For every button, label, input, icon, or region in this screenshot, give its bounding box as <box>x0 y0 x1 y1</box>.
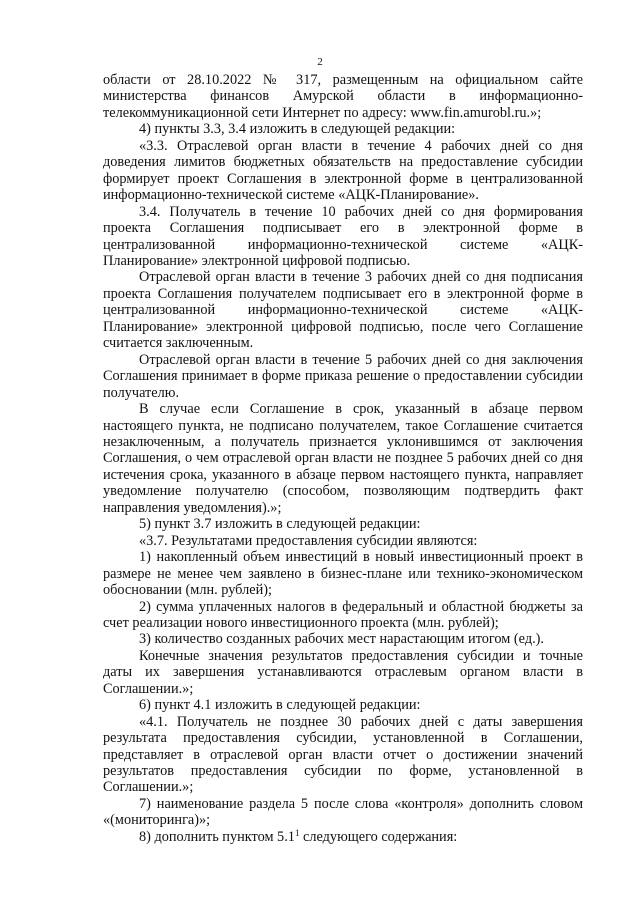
paragraph-8: 5) пункт 3.7 изложить в следующей редакции: <box>139 516 421 533</box>
paragraph-17 <box>103 829 583 845</box>
paragraph-17-text: 8) дополнить пунктом 5.1 <box>139 828 295 845</box>
paragraph-3: «3.3. Отраслевой орган власти в течение 4 рабочих дней со дня доведения лимитов бюджетных обязательств на предоставление субсидии формирует проект Соглашения в электронной форме в централизованной информационно-технической системе «АЦК-Планирование». <box>103 137 583 204</box>
paragraph-12: 3) количество созданных рабочих мест нарастающим итогом (ед.). <box>139 631 545 648</box>
paragraph-11: 2) сумма уплаченных налогов в федеральный и областной бюджеты за счет реализации нового инвестиционного проекта (млн. рублей); <box>103 598 583 631</box>
document-body <box>103 72 583 845</box>
paragraph-10: 1) накопленный объем инвестиций в новый инвестиционный проект в размере не менее чем заявлено в бизнес-плане или технико-экономическом обосновании (млн. рублей); <box>103 549 583 599</box>
paragraph-14: 6) пункт 4.1 изложить в следующей редакции: <box>139 697 421 714</box>
paragraph-2: 4) пункты 3.3, 3.4 изложить в следующей редакции: <box>139 121 456 138</box>
paragraph-13: Конечные значения результатов предоставления субсидии и точные даты их завершения устанавливаются отраслевым органом власти в Соглашении.»; <box>103 647 583 697</box>
paragraph-17-tail: следующего содержания: <box>299 828 458 845</box>
paragraph-9: «3.7. Результатами предоставления субсидии являются: <box>139 532 478 549</box>
paragraph-4: 3.4. Получатель в течение 10 рабочих дней со дня формирования проекта Соглашения подписывает его в электронной форме в централизованной информационно-технической системе «АЦК-Планирование» электронной цифровой подписью. <box>103 203 583 269</box>
paragraph-5: Отраслевой орган власти в течение 3 рабочих дней со дня подписания проекта Соглашения получателем подписывает его в электронной форме в централизованной информационно-технической системе «АЦК-Планирование» электронной цифровой подписью, после чего Соглашение считается заключенным. <box>103 269 583 352</box>
paragraph-1: области от 28.10.2022 № 317, размещенным на официальном сайте министерства финансов Амурской области в информационно-телекоммуникационной сети Интернет по адресу: www.fin.amurobl.ru.»; <box>103 72 583 121</box>
paragraph-7: В случае если Соглашение в срок, указанный в абзаце первом настоящего пункта, не подписано получателем, такое Соглашение считается незаключенным, а получатель признается уклонившимся от заключения Соглашения, о чем отраслевой орган власти не позднее 5 рабочих дней со дня истечения срока, указанного в абзаце первом настоящего пункта, направляет уведомление получателю (способом, позволяющим подтвердить факт направления уведомления).»; <box>103 401 583 516</box>
paragraph-15: «4.1. Получатель не позднее 30 рабочих дней с даты завершения результата предоставления субсидии, установленной в Соглашении, представляет в отраслевой орган власти отчет о достижении значений результатов предоставления субсидии по форме, установленной в Соглашении.»; <box>103 713 583 796</box>
page-number: 2 <box>317 56 323 68</box>
paragraph-6: Отраслевой орган власти в течение 5 рабочих дней со дня заключения Соглашения принимает в форме приказа решение о предоставлении субсидии получателю. <box>103 351 583 401</box>
paragraph-16: 7) наименование раздела 5 после слова «контроля» дополнить словом «(мониторинга)»; <box>103 795 583 829</box>
superscript-marker: 1 <box>294 827 300 838</box>
